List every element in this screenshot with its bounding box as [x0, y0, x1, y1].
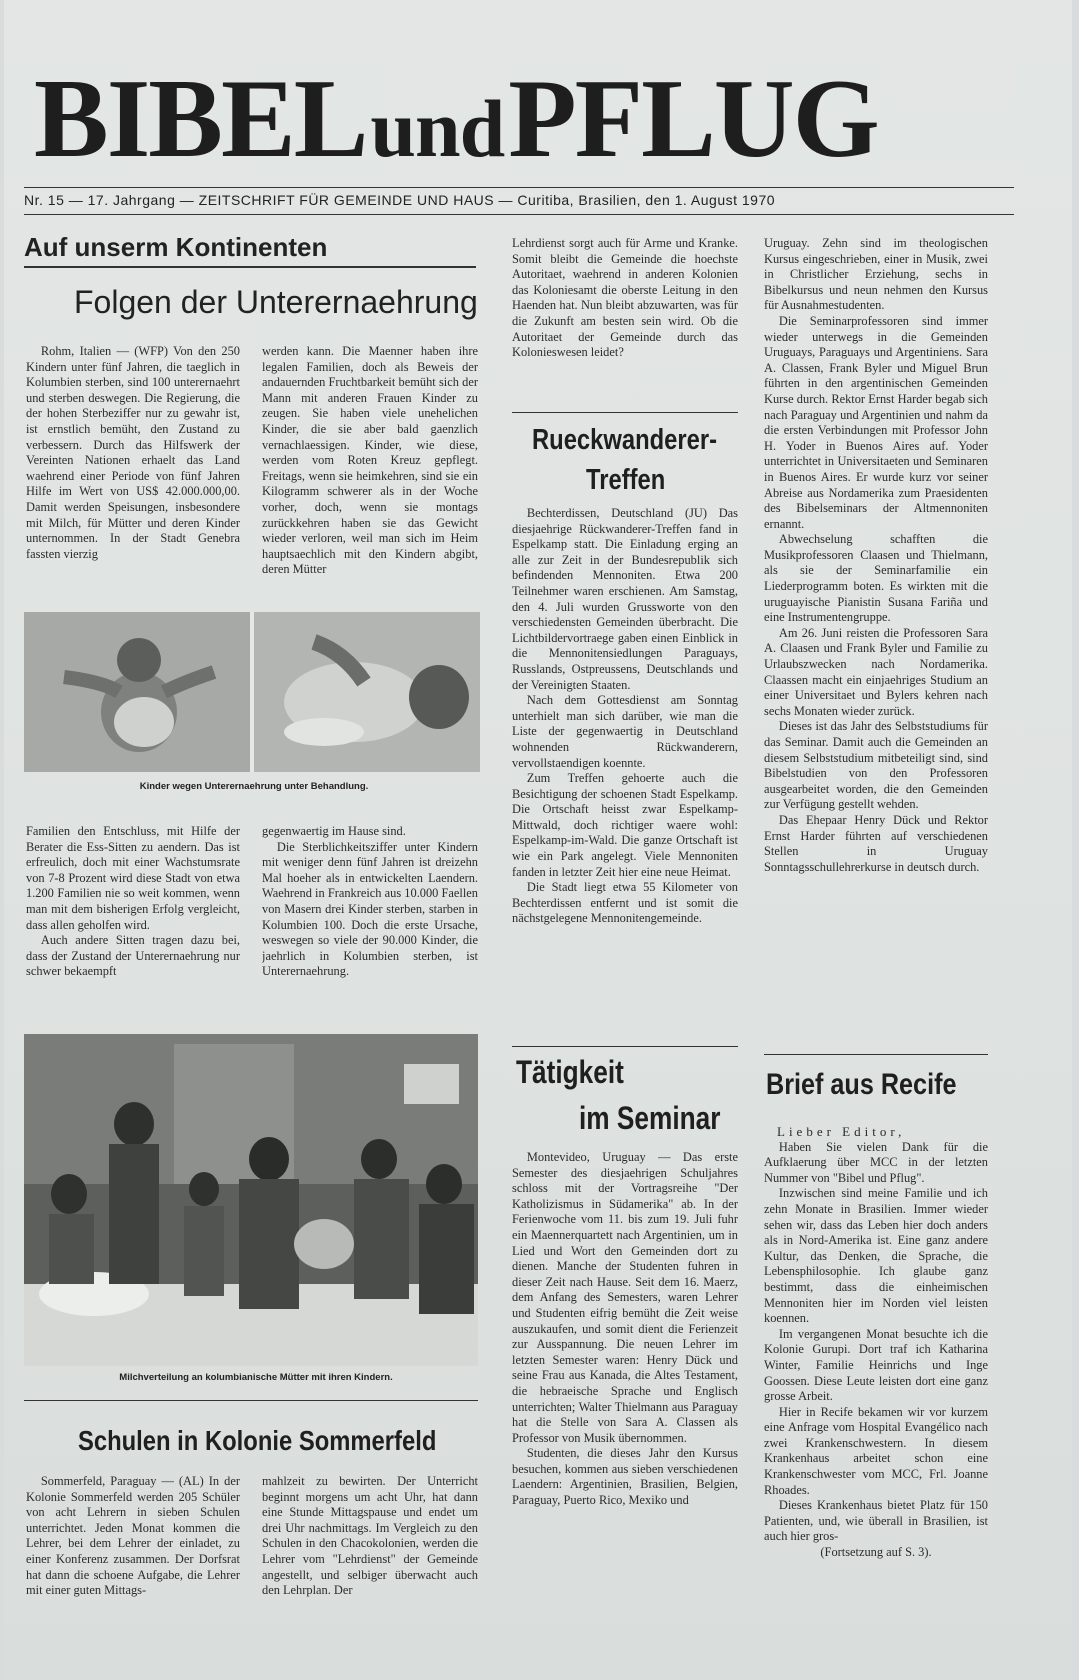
masthead-rule-bottom — [24, 214, 1014, 215]
rueck-body3: Zum Treffen gehoerte auch die Besichtigung der schoenen Stadt Espelkamp. Die Ortschaft heisst zwar Espelkamp-Mittwald, doch richtiger waere wohl: Espelkamp-im-Wald. Die ganze Ortschaft ist wie ein Park angelegt. Viele Mennoniten fanden in letzter Zeit hier eine neue Heimat. — [512, 771, 738, 879]
headline-taetigkeit: Tätigkeit — [516, 1054, 624, 1090]
right-col-p4: Am 26. Juni reisten die Professoren Sara A. Claasen und Frank Byler und Familie zu Urlaubszwecken nach Nordamerika. Claassen macht ein einjaehriges Studium an einer Universitaet und Bylers kehren nach sechs Monaten wieder zurück. — [764, 625, 988, 718]
brief-p5: Dieses Krankenhaus bietet Platz für 150 Patienten, und, wie überall in Brasilien, ist auch hier gros- — [764, 1498, 988, 1544]
photo-children-image — [24, 612, 480, 772]
brief-salutation: Lieber Editor, — [777, 1124, 906, 1139]
middle-col-top — [512, 236, 738, 408]
article1-col3b-text: Auch andere Sitten tragen dazu bei, dass der Zustand der Unterernaehrung nur schwer bekaempft — [26, 933, 240, 979]
article1-col4b-text: Die Sterblichkeitsziffer unter Kindern mit weniger denn fünf Jahren ist dreizehn Mal hoeher als in entwickelten Laendern. Waehrend in Frankreich aus 10.000 Faellen von Masern drei Kinder sterben, starben in Kolumbien 100. Doch die erste Ursache, weswegen so viele der 90.000 Kinder, die jaehrlich in Kolumbien sterben, ist Unterernaehrung. — [262, 839, 478, 979]
brief-p3: Im vergangenen Monat besuchte ich die Kolonie Gurupi. Dort traf ich Katharina Winter, Familie Heinrichs und Inge Goossen. Diese Leute leisten dort eine ganz grosse Arbeit. — [764, 1326, 988, 1404]
article1-col4-text: gegenwaertig im Hause sind. — [262, 824, 406, 838]
right-col-p6: Das Ehepaar Henry Dück und Rektor Ernst Harder führten auf verschiedenen Stellen in Uruguay Sonntagsschullehrerkurse in deutsch durch. — [764, 812, 988, 874]
brief-p2: Inzwischen sind meine Familie und ich zehn Monate in Brasilien. Immer wieder sehen wir, dass das Leben hier doch anders als in Nord-Amerika ist. Eine ganz andere Kultur, das Denken, die Sprache, die Lebensphilosophie. Ich glaube ganz bestimmt, dass die einheimischen Mennoniten hier im Norden viel leisten koennen. — [764, 1186, 988, 1326]
right-col-top — [764, 236, 988, 1046]
issue-line: Nr. 15 — 17. Jahrgang — ZEITSCHRIFT FÜR GEMEINDE UND HAUS — Curitiba, Brasilien, den 1. August 1970 — [24, 192, 776, 208]
article1-col2 — [262, 344, 478, 612]
headline-treffen: Treffen — [586, 464, 666, 496]
right-col-p1: Uruguay. Zehn sind im theologischen Kursus eingeschrieben, einer in Musik, zwei in Christlicher Erziehung, sechs in Bibelkursus und neun nehmen den Kursus für Ausnahmestudenten. — [764, 236, 988, 313]
headline-brief-recife: Brief aus Recife — [766, 1068, 957, 1101]
article1-col1-text: Rohm, Italien — (WFP) Von den 250 Kindern unter fünf Jahren, die taeglich in Kolumbien sterben, sind 100 unterernaehrt und sterben deswegen. Die Regierung, die der hohen Sterbeziffer nur zu gewahr ist, ist ernstlich bemüht, den Zustand zu verbessern. Durch das Hilfswerk der Vereinten Nationen erhaelt das Land waehrend einer Periode von fünf Jahren Hilfe im Wert von US$ 42.000.000,00. Damit werden Speisungen, insbesondere mit Milch, für Mütter und deren Kinder unternommen. In der Stadt Genebra fassten vierzig — [26, 344, 240, 561]
photo1-caption: Kinder wegen Unterernaehrung unter Behandlung. — [139, 781, 369, 792]
masthead-word-und: und — [370, 83, 505, 174]
masthead-word-pflug: PFLUG — [508, 57, 878, 181]
newspaper-page — [4, 0, 1072, 1680]
masthead — [34, 57, 1054, 181]
taetigkeit-rule — [512, 1046, 738, 1047]
taetigkeit-body1: Montevideo, Uruguay — Das erste Semester des diesjaehrigen Schuljahres schloss mit der Vortragsreihe "Der Katholizismus in Südamerika" ab. In der Ferienwoche vom 11. bis zum 19. Juli fuhr ein Maennerquartett nach Argentinien, um in Lied und Wort den Gemeinden dort zu dienen. Manche der Studenten fuhren in dieser Zeit nach Hause. Seit dem 16. Maerz, dem Anfang des Semesters, waren Lehrer und Studenten eifrig bemüht die Zeit weise auszukaufen, und somit dient die Ferienzeit zur Ausspannung. Die neuen Lehrer im letzten Semester waren: Henry Dück und seine Frau aus Kanada, die Altes Testament, die hebraeische Sprache und Englisch unterrichten; Walter Thielmann aus Paraguay hat die Stelle von Sara A. Classen als Professor von Musik übernommen. — [512, 1150, 738, 1445]
section-title-rule — [24, 266, 476, 268]
middle-col-top-text: Lehrdienst sorgt auch für Arme und Kranke. Somit bleibt die Gemeinde die hoechste Autoritaet, waehrend in anderen Kolonien das Koloniesamt die oberste Leitung in den Haenden hat. Nun bleibt abzuwarten, was für die Zukunft am besten sein wird. Ob die Autoritaet der Gemeinde durch das Kolonieswesen leidet? — [512, 236, 738, 360]
schulen-col2-text: mahlzeit zu bewirten. Der Unterricht beginnt morgens um acht Uhr, hat dann eine Stunde Mittagspause und endet um drei Uhr nachmittags. Im Vergleich zu den Schulen in den Chacokolonien, werden die Lehrer vom "Lehrdienst" der Gemeinde angestellt, und selbiger überwacht auch den Lehrplan. Der — [262, 1474, 478, 1598]
photo-milk-image — [24, 1034, 478, 1366]
schulen-col1-text: Sommerfeld, Paraguay — (AL) In der Kolonie Sommerfeld werden 205 Schüler von acht Lehrern in sieben Schulen unterrichtet. Jeden Monat kommen die Lehrer, bei dem Lehrer der einladet, zu einer Konferenz zusammen. Der Dorfsrat hat dann die schoene Aufgabe, die Lehrer mit einer guten Mittags- — [26, 1474, 240, 1598]
article1-col3 — [26, 824, 240, 1024]
schulen-col2 — [262, 1474, 478, 1670]
article1-col1 — [26, 344, 240, 612]
taetigkeit-body2: Studenten, die dieses Jahr den Kursus besuchen, kommen aus sieben verschiedenen Laendern: Argentinien, Brasilien, Belgien, Paraguay, Puerto Rico, Mexiko und — [512, 1446, 738, 1508]
schulen-col1 — [26, 1474, 240, 1670]
schulen-rule — [24, 1400, 478, 1401]
headline-im-seminar: im Seminar — [579, 1100, 721, 1136]
taetigkeit-body — [512, 1150, 738, 1670]
photo2-caption: Milchverteilung an kolumbianische Mütter mit ihren Kindern. — [119, 1372, 393, 1383]
right-col-p2: Die Seminarprofessoren sind immer wieder unterwegs in die Gemeinden Uruguays, Paraguays und Argentiniens. Sara A. Classen, Frank Byler und Miguel Brun führten in den argentinischen Gemeinden Kurse durch. Rektor Ernst Harder begab sich nach Paraguay und Argentinien und nahm da die ersten Verbindungen mit Professor John H. Yoder in Buenos Aires auf. Yoder unterrichtet in Universitaeten und Seminaren in Buenos Aires. Er wurde kurz vor seiner Abreise aus Nordamerika zum Praesidenten des Bibelseminars der Altmennoniten ernannt. — [764, 313, 988, 531]
rueck-body4: Die Stadt liegt etwa 55 Kilometer von Bechterdissen entfernt und ist somit die nächstgelegene Mennonitengemeinde. — [512, 880, 738, 926]
rueck-body2: Nach dem Gottesdienst am Sonntag unterhielt man sich darüber, wie man die Liste der gegenwaertig in Deutschland wohnenden Rückwanderern, vervollstaendigen koennte. — [512, 693, 738, 770]
masthead-rule-top — [24, 187, 1014, 188]
brief-continued: (Fortsetzung auf S. 3). — [820, 1545, 932, 1560]
rueck-body — [512, 506, 738, 1026]
section-title: Auf unserm Kontinenten — [24, 232, 328, 262]
right-col-p5: Dieses ist das Jahr des Selbststudiums für das Seminar. Damit auch die Gemeinden an diesem Selbststudium mitbeteiligt sind, sind Bibelstudien von den Professoren ausgearbeitet worden, die den Gemeinden zur Verfügung gestellt wehden. — [764, 719, 988, 812]
article1-col3-text: Familien den Entschluss, mit Hilfe der Berater die Ess-Sitten zu aendern. Das ist erfreulich, doch mit einer Wachstumsrate von 7-8 Prozent wird diese Stadt von etwa 1.200 Familien nie so weit kommen, wenn man mit dem bisherigen Erfolg vergleicht, dass allen geholfen wird. — [26, 824, 240, 932]
brief-p1: Haben Sie vielen Dank für die Aufklaerung über MCC in der letzten Nummer von "Bibel und Pflug". — [764, 1139, 988, 1185]
rueck-body1: Bechterdissen, Deutschland (JU) Das diesjaehrige Rückwanderer-Treffen fand in Espelkamp statt. Die Einladung erging an alle zur Zeit in der Bundesrepublik sich befindenden Mennoniten. Etwa 200 Teilnehmer waren erschienen. Am Samstag, den 4. Juli wurden Grussworte von den verschiedensten Gemeinden überbracht. Die Lichtbildervortraege gaben einen Einblick in die Mennonitensiedlungen Paraguays, Russlands, Ostpreussens, Deutschlands und der Vereinigten Staaten. — [512, 506, 738, 692]
photo-children-treatment — [24, 612, 480, 772]
headline-unterernaehrung: Folgen der Unterernaehrung — [74, 284, 478, 320]
article1-col4 — [262, 824, 478, 1024]
brief-p4: Hier in Recife bekamen wir vor kurzem eine Anfrage vom Hospital Evangélico nach zwei Krankenschwestern. In diesem Krankenhaus arbeitet schon eine Krankenschwester vom MCC, Frl. Joanne Rhoades. — [764, 1404, 988, 1497]
article1-col2-text: werden kann. Die Maenner haben ihre legalen Familien, doch als Beweis der andauernden Fruchtbarkeit bemüht sich der Mann mit anderen Frauen Kinder zu zeugen. Sie haben viele unehelichen Kinder, die sie aber bald gaenzlich vernachlaessigen. Kinder, wie diese, werden vom Roten Kreuz gepflegt. Freitags, wenn sie heimkehren, sind sie ein Kilogramm schwerer als in der Woche vorher, doch, wenn sie montags zurückkehren haben sie das Gewicht wieder verloren, weil man sich im Heim hauptsaechlich mit den Kindern abgibt, deren Mütter — [262, 344, 478, 577]
photo-milk-distribution — [24, 1034, 478, 1366]
right-col-p3: Abwechselung schafften die Musikprofessoren Claasen und Thielmann, als sie der Seminarfamilie ein Liederprogramm boten. Es wirkten mit die uruguayische Pianistin Susana Fariña und eine Instrumentengruppe. — [764, 532, 988, 625]
brief-rule — [764, 1054, 988, 1055]
brief-body — [764, 1124, 988, 1670]
rueck-rule — [512, 412, 738, 413]
masthead-word-bibel: BIBEL — [34, 57, 367, 181]
headline-schulen: Schulen in Kolonie Sommerfeld — [78, 1425, 437, 1456]
headline-rueckwanderer: Rueckwanderer- — [532, 424, 718, 456]
